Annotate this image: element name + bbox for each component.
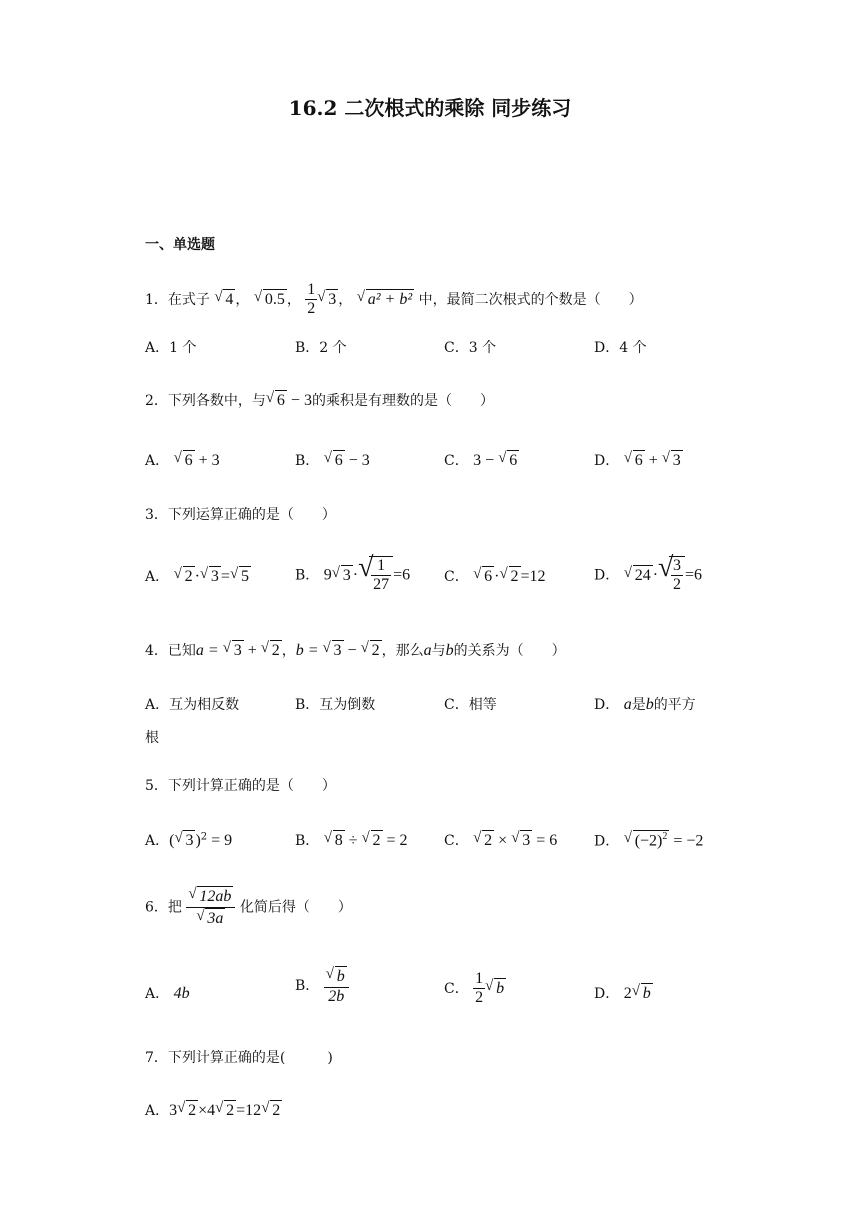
q4-option-a: A．互为相反数 <box>145 697 240 713</box>
q3-option-b: B． 9 √ 3 · √ $\frac{1}{27}$ =6 <box>295 552 411 594</box>
q5-option-b: B． √ 8 ÷ √ 2 = 2 <box>295 830 408 849</box>
q6-option-a: A． 4b <box>145 985 190 1002</box>
question-2 <box>145 390 494 411</box>
question-7: 7．下列计算正确的是( ) <box>145 1050 333 1066</box>
q2-option-a: A． √ 6 + 3 <box>145 450 220 469</box>
q6-option-b: B． √ b 2b <box>295 966 349 1006</box>
q1-option-b: B．2 个 <box>295 340 347 356</box>
q4-option-c: C．相等 <box>444 697 497 713</box>
q4-tail: 的关系为（ ） <box>453 643 566 659</box>
expr-half: $\frac{1}{2}$ <box>307 281 316 318</box>
expr-sqrt3: √ 3 <box>317 288 337 308</box>
q1-option-a: A．1 个 <box>145 340 197 356</box>
q1-option-c: C．3 个 <box>444 340 497 356</box>
q7-option-a: A．3 √ 2 ×4 √ 2 =12 √ 2 <box>145 1100 281 1119</box>
var-b: b <box>445 642 454 659</box>
question-4: 4．已知a = √ 3 + √ 2 ，b = √ 3 − √ 2 ，那么a与b的关系为（ ） <box>145 640 566 659</box>
question-number: 2． <box>145 393 168 409</box>
q6-tail: 化简后得（ ） <box>239 899 352 916</box>
page-title: 16.2 二次根式的乘除 同步练习 <box>288 96 572 120</box>
q5-option-d: D． √ $(-2)^2 = -2$ <box>594 830 704 850</box>
q6-fraction: √ 12ab √ 3a <box>186 886 235 929</box>
q4-mid: ，那么 <box>381 643 424 659</box>
q6-option-c: C． $\frac{1}{2}$ √ b <box>444 970 505 1007</box>
sep: ， <box>286 291 301 308</box>
q2-stem: 下列各数中，与 <box>167 393 266 409</box>
expr-sqrt05: √ 0.5 <box>253 288 285 308</box>
q3-option-c: C． √ 6 · √ 2 =12 <box>444 566 546 585</box>
q3-option-d: D． √ 24 · √ $\frac{3}{2}$ =6 <box>594 552 703 594</box>
q4-a-lhs: a = <box>195 642 223 659</box>
section-heading: 一、单选题 <box>145 237 215 253</box>
question-5: 5．下列计算正确的是（ ） <box>145 778 336 794</box>
var-a: a <box>423 642 432 659</box>
q3-option-a: A． √ 2 · √ 3 = √ 5 <box>145 566 249 585</box>
q2-option-c: C． 3 − √ 6 <box>444 450 518 469</box>
q4-stem: 4．已知 <box>145 643 196 659</box>
sep: ， <box>281 643 296 659</box>
q2-option-b: B． √ 6 − 3 <box>295 450 370 469</box>
q4-and: 与 <box>431 643 446 659</box>
q2-minus3: − 3 <box>286 392 312 409</box>
q1-tail: 中，最简二次根式的个数是（ ） <box>418 291 643 308</box>
expr-sqrt-a2b2: √ a² + b² <box>356 288 413 308</box>
q2-tail: 的乘积是有理数的是（ ） <box>311 393 494 409</box>
q5-option-a: A．( √ 3 )$^2$ = 9 <box>145 830 233 849</box>
sep: ， <box>235 291 250 308</box>
q1-option-d: D．4 个 <box>594 340 647 356</box>
question-number: 1． <box>145 291 168 308</box>
question-3: 3．下列运算正确的是（ ） <box>145 507 336 523</box>
q1-stem: 在式子 <box>167 291 210 308</box>
q4-option-d-wrap: 根 <box>145 730 159 746</box>
q6-stem: 6．把 <box>145 899 182 916</box>
sep: ， <box>338 291 353 308</box>
q4-option-d: D． a是b的平方 <box>594 696 696 713</box>
question-6 <box>145 886 352 929</box>
q2-option-d: D． √ 6 + √ 3 <box>594 450 681 469</box>
question-1 <box>145 281 643 319</box>
q4-option-b: B．互为倒数 <box>295 697 376 713</box>
expr-sqrt4: √ 4 <box>214 288 234 308</box>
q6-option-d: D． 2 √ b <box>594 983 651 1002</box>
expr-sqrt6: √ 6 <box>265 390 285 409</box>
q4-b-lhs: b = <box>295 642 323 659</box>
q5-option-c: C． √ 2 × √ 3 = 6 <box>444 830 558 849</box>
